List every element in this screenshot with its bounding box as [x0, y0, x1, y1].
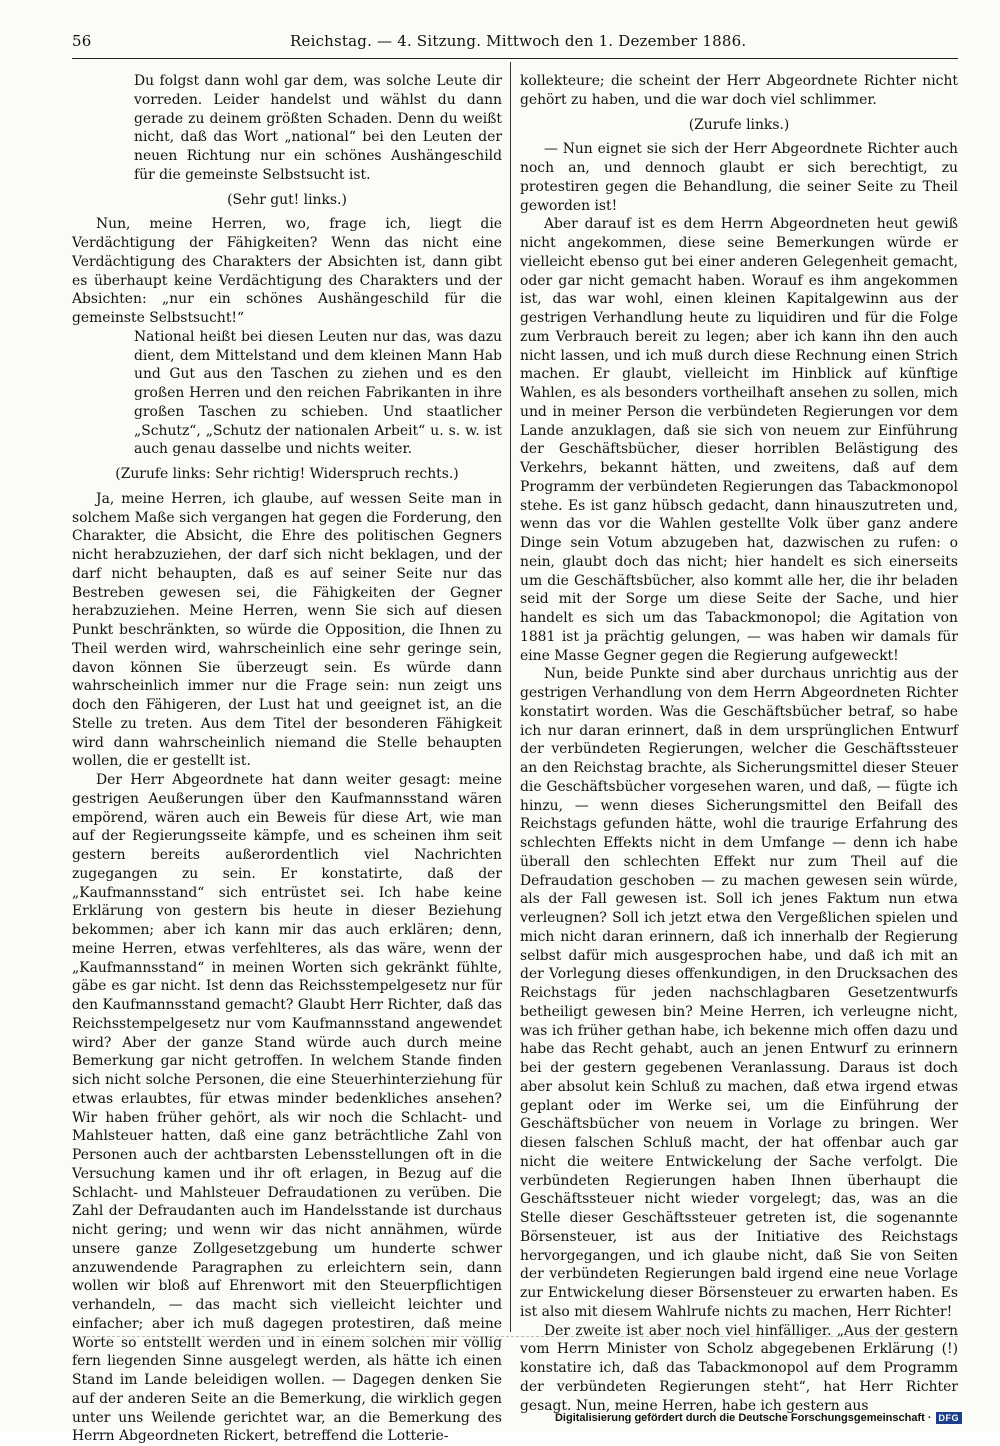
paragraph: — Nun eignet sie sich der Herr Abgeordnete Richter auch noch an, und dennoch glaubt er sich berechtigt, zu protestiren gegen die Behandlung, die seiner Seite zu Theil geworden ist!	[520, 141, 958, 214]
paragraph: Ja, meine Herren, ich glaube, auf wessen Seite man in solchem Maße sich vergangen hat gegen die Forderung, den Charakter, die Absicht, die Ehre des politischen Gegners nicht herabzuziehen, der darf sich nicht beklagen, und der darf nicht behaupten, daß es auf seiner Seite nur das Bestreben gewesen sei, die Fähigkeiten der Gegner herabzuziehen. Meine Herren, wenn Sie sich auf diesen Punkt beschränkten, so würde die Opposition, die Ihnen zu Theil werden wird, wahrscheinlich eine sehr geringe sein, davon können Sie überzeugt sein. Es würde dann wahrscheinlich immer nur die Frage sein: nun zeigt uns doch den Fähigeren, der Lust hat und geeignet ist, an die Stelle zu treten. Aus dem Titel der besonderen Fähigkeit wird dann wahrscheinlich niemand die Stelle behaupten wollen, die er gestellt ist.	[72, 490, 502, 770]
page-number: 56	[72, 32, 92, 50]
paragraph: Der zweite ist aber noch viel hinfälliger. „Aus der gestern vom Herrn Minister von Scholz abgegebenen Erklärung (!) konstatire ich, daß das Tabackmonopol auf dem Programm der verbündeten Regierungen steht“, hat Herr Richter gesagt. Nun, meine Herren, habe ich gestern aus	[520, 1322, 958, 1414]
paragraph: Nun, meine Herren, wo, frage ich, liegt die Verdächtigung der Fähigkeiten? Wenn das nicht eine Verdächtigung des Charakters der Absichten ist, dann gibt es überhaupt keine Verdächtigung des Charakters und der Absichten: „nur ein schönes Aushängeschild für die gemeinste Selbstsucht!“	[72, 216, 502, 326]
block-quote: Du folgst dann wohl gar dem, was solche Leute dir vorreden. Leider handelst und wählst du dann gerade zu deinem größten Schaden. Denn du weißt nicht, daß das Wort „national“ bei den Leuten der neuen Richtung nur ein schönes Aushängeschild für die gemeinste Selbstsucht ist.	[134, 73, 502, 183]
dfg-logo: DFG	[936, 1412, 963, 1424]
interjection: (Zurufe links: Sehr richtig! Widerspruch rechts.)	[115, 466, 459, 482]
continued-paragraph: kollekteure; die scheint der Herr Abgeordnete Richter nicht gehört zu haben, und die war doch viel schlimmer.	[520, 73, 958, 108]
digitization-credit	[555, 1410, 962, 1426]
interjection: (Sehr gut! links.)	[227, 191, 347, 208]
credit-text: Digitalisierung gefördert durch die Deutsche Forschungsgemeinschaft ·	[554, 1412, 932, 1424]
header-rule	[72, 58, 958, 59]
footer-rule	[72, 1336, 958, 1337]
paragraph: Der Herr Abgeordnete hat dann weiter gesagt: meine gestrigen Aeußerungen über den Kaufmannsstand wären empörend, wären auch ein Beweis für diese Art, wie man auf der Regierungsseite kämpfe, und es scheinen ihm seit gestern bereits außerordentlich viel Nachrichten zugegangen zu sein. Er konstatirte, daß der „Kaufmannsstand“ sich entrüstet sei. Ich habe keine Erklärung von gestern bis heute in dieser Beziehung bekommen; aber ich kann mir das auch erklären; denn, meine Herren, etwas verfehlteres, als das wäre, wenn der „Kaufmannsstand“ in meinen Worten sich gekränkt fühlte, gäbe es gar nicht. Ist denn das Reichsstempelgesetz nur für den Kaufmannsstand gemacht? Glaubt Herr Richter, daß das Reichsstempelgesetz nur vom Kaufmannsstand angewendet wird? Aber der ganze Stand würde auch durch meine Bemerkung gar nicht getroffen. In welchem Stande finden sich nicht solche Personen, die eine Steuerhinterziehung für etwas erlaubtes, für etwas minder bedenkliches ansehen? Wir haben früher gehört, als wir noch die Schlacht- und Mahlsteuer hatten, daß eine ganz beträchtliche Zahl von Personen auch der achtbarsten Lebensstellungen oft in die Versuchung kamen und ihr oft erlagen, in Bezug auf die Schlacht- und Mahlsteuer Defraudationen zu verüben. Die Zahl der Defraudanten auch im Handelsstande ist durchaus nicht gering; und wenn wir das nicht annähmen, würde unsere ganze Zollgesetzgebung um hunderte schwer anzuwendende Paragraphen zu erleichtern sein, dann wollen wir bloß auf Ehrenwort mit den Steuerpflichtigen verhandeln, — das macht sich vielleicht leichter und einfacher; aber ich muß dagegen protestiren, daß meine Worte so entstellt werden und in einem solchen mir völlig fern liegenden Sinne ausgelegt werden, als hätte ich einen Stand im Lande beleidigen wollen. — Dagegen denken Sie auf der anderen Seite an die Bemerkung, die wirklich gegen unter uns Weilende gerichtet war, an die Bemerkung des Herrn Abgeordneten Rickert, betreffend die Lotterie-	[72, 772, 502, 1445]
running-head: Reichstag. — 4. Sitzung. Mittwoch den 1. Dezember 1886.	[290, 32, 747, 50]
page-header	[72, 30, 956, 56]
interjection: (Zurufe links.)	[688, 116, 790, 133]
paragraph: Aber darauf ist es dem Herrn Abgeordneten heut gewiß nicht angekommen, diese seine Bemerkungen würde er vielleicht ebenso gut bei einer anderen Gelegenheit gemacht, oder gar nicht gemacht haben. Worauf es ihm angekommen ist, das war wohl, einen kleinen Kapitalgewinn aus der gestrigen Verhandlung heute zu liquidiren und für die Folge zum Verbrauch bereit zu legen; aber ich kann ihn den auch nicht lassen, und ich muß durch diese Rechnung einen Strich machen. Er glaubt, vielleicht im Hinblick auf künftige Wahlen, es als besonders vortheilhaft ansehen zu sollen, mich und in meiner Person die verbündeten Regierungen vor dem Lande anzuklagen, daß sie sich von neuem zur Einführung der Geschäftsbücher, dieser horriblen Belästigung des Verkehrs, bekannt hätten, und zweitens, daß auf dem Programm der verbündeten Regierungen das Tabackmonopol stehe. Es ist ganz hübsch gedacht, dann hinauszutreten und, wenn das vor die Wahlen gestellte Volk über ganz andere Dinge sein Votum abzugeben hat, dazwischen zu rufen: o nein, glaubt doch das nicht; hier handelt es sich einerseits um die Geschäftsbücher, also kommt alle her, die ihr beladen seid mit der Sorge um diese Seite der Sache, und hier handelt es sich um das Tabackmonopol; die Agitation von 1881 ist ja prächtig gelungen, — was haben wir damals für eine Masse Gegner gegen die Regierung aufgeweckt!	[520, 216, 958, 664]
block-quote: National heißt bei diesen Leuten nur das, was dazu dient, dem Mittelstand und dem kleinen Mann Hab und Gut aus den Taschen zu ziehen und es den großen Herren und den reichen Fabrikanten in ihre großen Taschen zu schieben. Und staatlicher „Schutz“, „Schutz der nationalen Arbeit“ u. s. w. ist auch genau dasselbe und nichts weiter.	[134, 328, 502, 458]
right-column	[520, 72, 958, 1414]
left-column	[72, 72, 502, 1445]
paragraph: Nun, beide Punkte sind aber durchaus unrichtig aus der gestrigen Verhandlung von dem Herrn Abgeordneten Richter konstatirt worden. Was die Geschäftsbücher betraf, so habe ich nur daran erinnert, daß in dem ursprünglichen Entwurf der verbündeten Regierungen, welcher die Geschäftssteuer an den Reichstag brachte, als Sicherungsmittel dieser Steuer die Geschäftsbücher vorgesehen waren, und daß, — fügte ich hinzu, — wenn dieses Sicherungsmittel den Beifall des Reichstags gefunden hätte, wohl die traurige Erfahrung des schlechten Effekts nicht in dem Umfange — denn ich habe überall den schlechten Effekt nur zum Theil auf die Defraudation geschoben — zu machen gewesen sein würde, als der Fall gewesen ist. Soll ich jenes Faktum nun etwa verleugnen? Soll ich jetzt etwa den Vergeßlichen spielen und mich nicht daran erinnern, daß ich innerhalb der Regierung selbst dafür mich ausgesprochen habe, und daß ich mit an der Vorlegung dieses offenkundigen, in den Drucksachen des Reichstags für jeden nachschlagbaren Gesetzentwurfs betheiligt gewesen bin? Meine Herren, ich verleugne nicht, was ich früher gethan habe, ich bekenne mich offen dazu und habe das Recht gehabt, auch an jenen Entwurf zu erinnern bei der gestern gegebenen Veranlassung. Daraus ist doch aber absolut kein Schluß zu machen, daß etwa irgend etwas geplant oder im Werke sei, um die Einführung der Geschäftsbücher von neuem in Vorlage zu bringen. Wer diesen falschen Schluß macht, der hat offenbar auch gar nicht die weitere Entwickelung der Sache verfolgt. Die verbündeten Regierungen haben Ihnen überhaupt die Geschäftssteuer nicht wieder vorgelegt; das, was an die Stelle dieser Geschäftssteuer getreten ist, die sogenannte Börsensteuer, ist aus der Initiative des Reichstags hervorgegangen, und ich glaube nicht, daß Sie von Seiten der verbündeten Regierungen bald irgend eine neue Vorlage zur Entwickelung dieser Börsensteuer zu erwarten haben. Es ist also mit diesem Wahlrufe nichts zu machen, Herr Richter!	[520, 666, 958, 1320]
column-divider	[510, 62, 511, 1332]
